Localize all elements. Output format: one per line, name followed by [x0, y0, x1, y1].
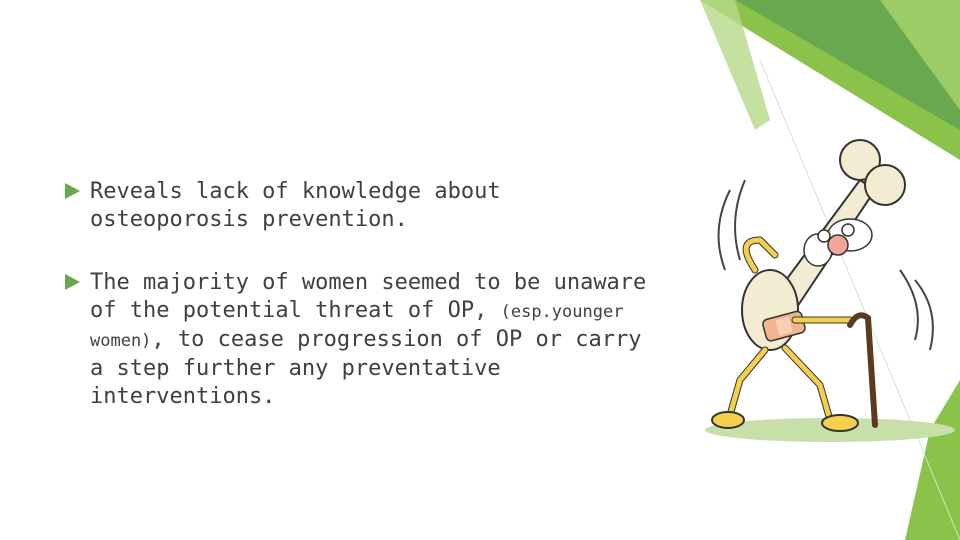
- motion-lines: [719, 190, 730, 270]
- bullet-text: Reveals lack of knowledge about osteoporosis prevention.: [90, 179, 501, 232]
- cartoon-old-bone-illustration: [700, 120, 960, 450]
- bullet-text-continued: , to cease progression of OP or carry a step further any preventative interventions.: [90, 327, 642, 409]
- green-triangle-bullet-icon: [62, 181, 82, 201]
- bullet-item: [62, 178, 652, 234]
- bullet-text-small: (esp.younger women): [90, 302, 624, 351]
- left-shoe: [712, 412, 744, 428]
- bullet-item: [62, 269, 652, 411]
- bullet-list: [62, 178, 652, 446]
- right-shoe: [822, 415, 858, 431]
- right-leg: [785, 348, 830, 420]
- green-triangle-bullet-icon: [62, 272, 82, 292]
- face: [804, 219, 872, 266]
- cane: [850, 315, 875, 425]
- bullet-text: The majority of women seemed to be unaware of the potential threat of OP,: [90, 270, 647, 323]
